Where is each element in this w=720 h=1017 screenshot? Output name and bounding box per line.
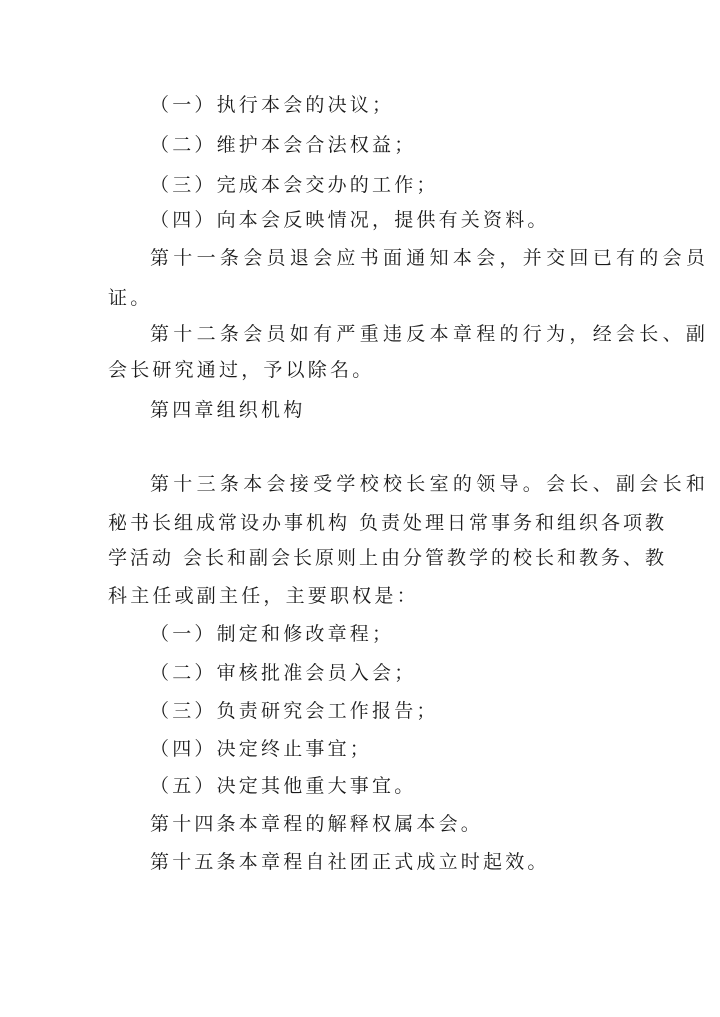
article-12-line-2: 会长研究通过，予以除名。 (108, 359, 375, 381)
clause-item-3: （三）完成本会交办的工作； (150, 174, 439, 196)
clause-item-2: （二）维护本会合法权益； (150, 134, 417, 156)
clause-item-1: （一）执行本会的决议； (150, 94, 395, 116)
article-13-line-3: 学活动 会长和副会长原则上由分管教学的校长和教务、教 (108, 547, 668, 569)
clause-item-4: （四）向本会反映情况，提供有关资料。 (150, 209, 550, 231)
power-item-5: （五）决定其他重大事宜。 (150, 775, 417, 797)
article-11-line-2: 证。 (108, 287, 153, 309)
article-15: 第十五条本章程自社团正式成立时起效。 (150, 851, 550, 873)
chapter-heading: 第四章组织机构 (150, 399, 306, 421)
power-item-1: （一）制定和修改章程； (150, 623, 395, 645)
article-13-line-2: 秘书长组成常设办事机构 负责处理日常事务和组织各项教 (108, 512, 668, 534)
power-item-3: （三）负责研究会工作报告； (150, 700, 439, 722)
power-item-2: （二）审核批准会员入会； (150, 662, 417, 684)
article-14: 第十四条本章程的解释权属本会。 (150, 813, 484, 835)
article-13-line-1: 第十三条本会接受学校校长室的领导。会长、副会长和 (150, 473, 710, 495)
article-12-line-1: 第十二条会员如有严重违反本章程的行为，经会长、副 (150, 323, 710, 345)
power-item-4: （四）决定终止事宜； (150, 738, 373, 760)
article-13-line-4: 科主任或副主任，主要职权是： (108, 585, 419, 607)
article-11-line-1: 第十一条会员退会应书面通知本会，并交回已有的会员 (150, 247, 710, 269)
